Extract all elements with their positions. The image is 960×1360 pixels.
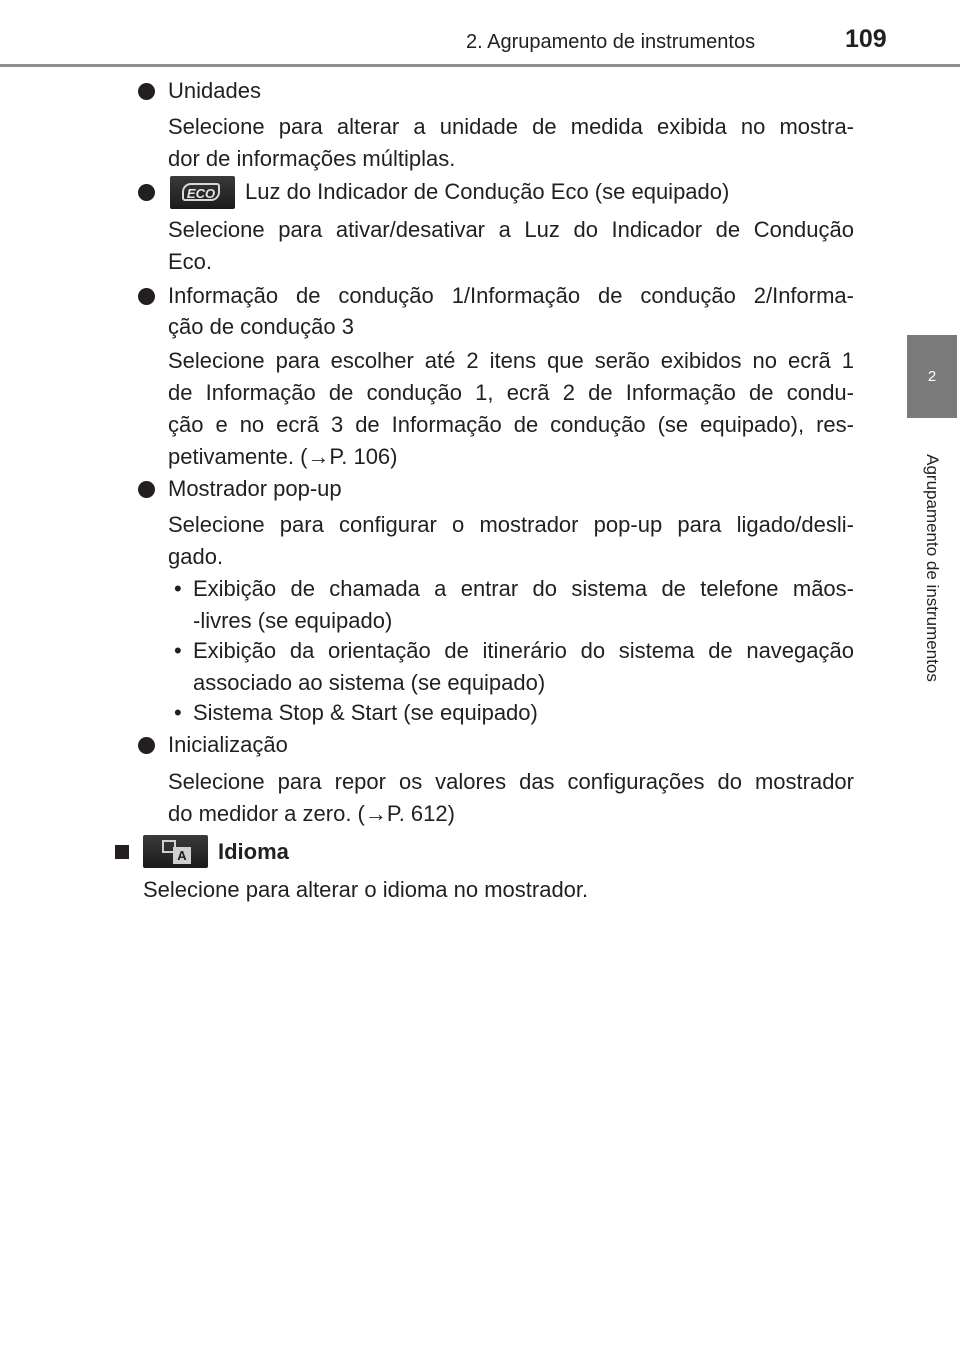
chapter-number: 2	[927, 368, 937, 385]
sub-item-line: associado ao sistema (se equipado)	[193, 670, 546, 695]
sub-bullet-dot: •	[174, 700, 182, 725]
item-title-init: Inicialização	[168, 732, 288, 757]
bullet-icon	[138, 83, 155, 100]
item-desc-line: dor de informações múltiplas.	[168, 146, 456, 171]
bullet-icon	[138, 737, 155, 754]
item-title-unidades: Unidades	[168, 78, 261, 103]
item-title-eco: Luz do Indicador de Condução Eco (se equipado)	[245, 179, 730, 204]
item-desc-line: Eco.	[168, 249, 213, 274]
sub-bullet-dot: •	[174, 576, 182, 601]
section-square-icon	[115, 845, 129, 859]
item-desc-line: de Informação de condução 1, ecrã 2 de Informação de condu-	[168, 380, 854, 405]
bullet-icon	[138, 184, 155, 201]
item-desc-line: Selecione para escolher até 2 itens que serão exibidos no ecrã 1	[168, 348, 854, 373]
sub-item-line: Exibição de chamada a entrar do sistema de telefone mãos-	[193, 576, 854, 601]
item-desc-line: Selecione para configurar o mostrador pop-up para ligado/desli-	[168, 512, 854, 537]
section-title-language: Idioma	[218, 839, 289, 864]
eco-indicator-icon	[170, 176, 235, 209]
sub-item-line: Exibição da orientação de itinerário do sistema de navegação	[193, 638, 854, 663]
language-icon-letter: A	[173, 847, 191, 864]
item-desc-line: Selecione para ativar/desativar a Luz do Indicador de Condução	[168, 217, 854, 242]
header-title: 2. Agrupamento de instrumentos	[466, 31, 756, 53]
item-title-popup: Mostrador pop-up	[168, 476, 342, 501]
item-desc-line: do medidor a zero. (→P. 612)	[168, 801, 455, 826]
item-desc-line: gado.	[168, 544, 224, 569]
bullet-icon	[138, 481, 155, 498]
chapter-label: Agrupamento de instrumentos	[923, 454, 942, 682]
sub-item-line: Sistema Stop & Start (se equipado)	[193, 700, 538, 725]
item-desc-line: petivamente. (→P. 106)	[168, 444, 398, 469]
item-desc-line: ção e no ecrã 3 de Informação de condução (se equipado), res-	[168, 412, 854, 437]
sub-item-line: -livres (se equipado)	[193, 608, 393, 633]
item-desc-line: Selecione para repor os valores das configurações do mostrador	[168, 769, 854, 794]
item-title-driving-info: Informação de condução 1/Informação de condução 2/Informa-	[168, 283, 854, 308]
page-number: 109	[845, 25, 887, 53]
section-desc-language: Selecione para alterar o idioma no mostrador.	[143, 877, 589, 902]
bullet-icon	[138, 288, 155, 305]
language-icon	[143, 835, 208, 868]
item-title-driving-info-cont: ção de condução 3	[168, 314, 354, 339]
sub-bullet-dot: •	[174, 638, 182, 663]
item-desc-line: Selecione para alterar a unidade de medida exibida no mostra-	[168, 114, 854, 139]
eco-icon-label: ECO	[182, 183, 220, 201]
